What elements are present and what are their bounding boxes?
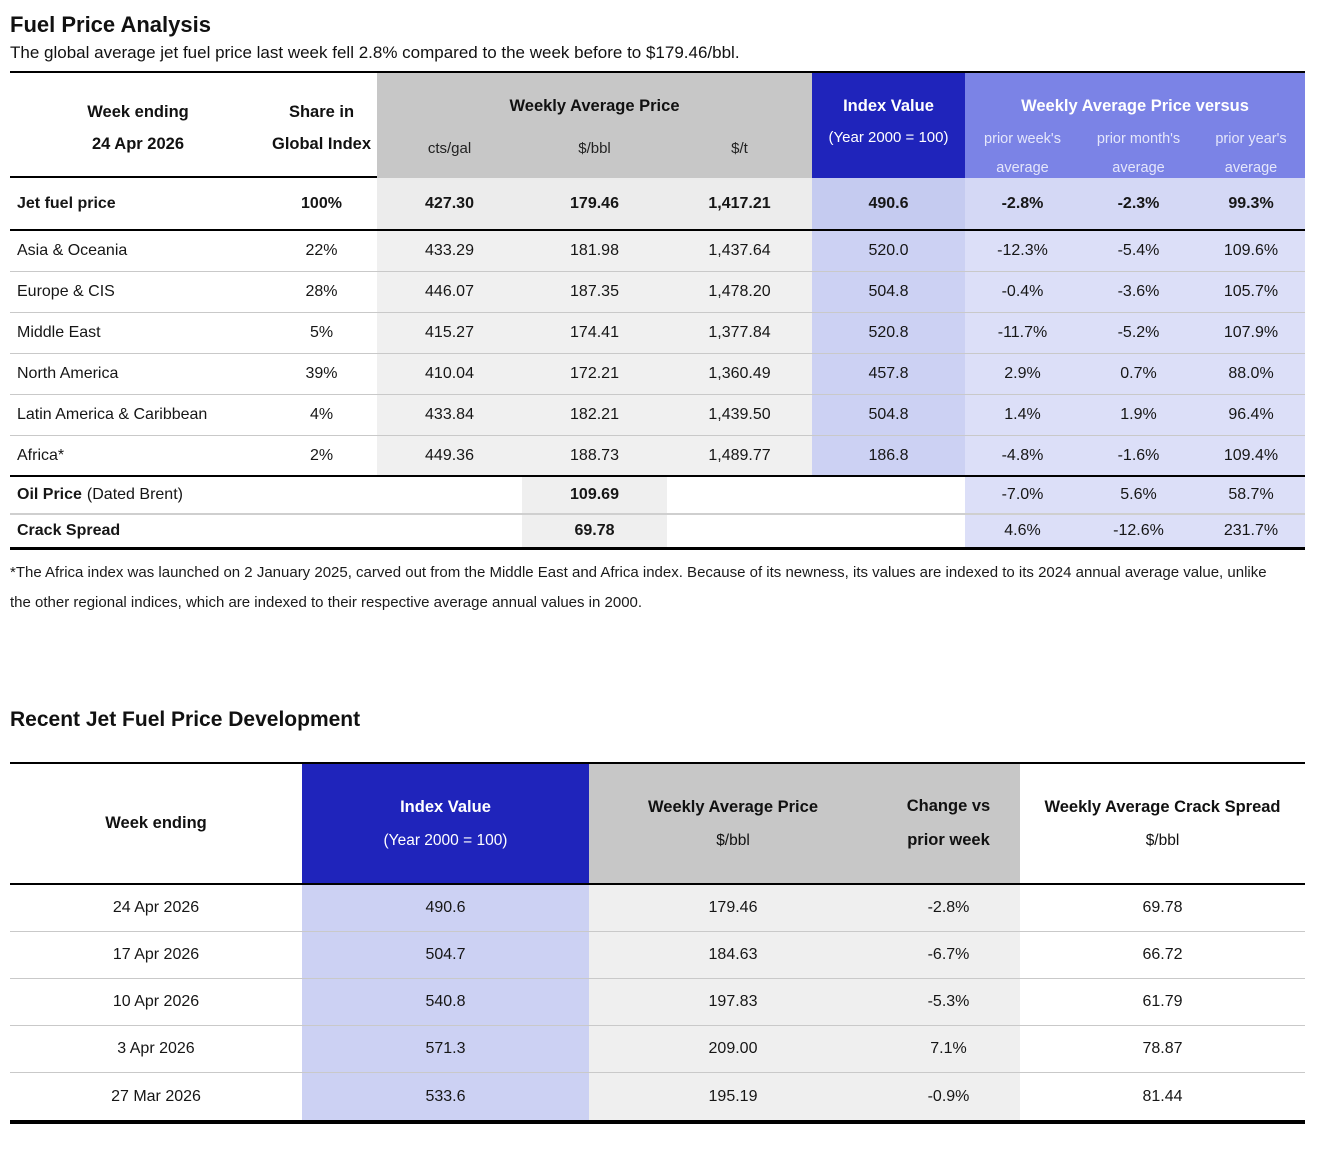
vs-prior-month-label: prior month's average — [1096, 131, 1181, 176]
crack-unit-label: $/bbl — [1145, 831, 1180, 849]
table-row-asia-oceania — [10, 231, 1305, 272]
cts-gal-cell: 427.30 — [377, 178, 522, 229]
price-cell: 197.83 — [589, 979, 877, 1025]
index-cell: 457.8 — [812, 354, 965, 394]
col-week-ending — [10, 764, 302, 883]
index-cell: 504.8 — [812, 395, 965, 435]
usd-t-cell: 1,417.21 — [667, 178, 812, 229]
crack-cell: 78.87 — [1142, 1040, 1183, 1057]
usd-bbl-cell: 181.98 — [522, 231, 667, 271]
usd-bbl-cell: 69.78 — [522, 515, 667, 547]
recent-price-table-header — [10, 764, 1305, 885]
usd-bbl-cell: 109.69 — [522, 477, 667, 513]
vs-week-cell: -2.8% — [965, 178, 1080, 229]
table-row-week-4 — [10, 1073, 1305, 1120]
table-row-week-0 — [10, 885, 1305, 932]
index-value-label: Index Value — [400, 797, 491, 816]
col-group-price-versus — [965, 73, 1305, 183]
index-cell: 504.8 — [812, 272, 965, 312]
vs-week-cell: -7.0% — [965, 477, 1080, 513]
price-cell: 209.00 — [589, 1026, 877, 1072]
vs-week-cell: 1.4% — [965, 395, 1080, 435]
empty-cell — [377, 515, 522, 547]
table-row-north-america — [10, 354, 1305, 395]
vs-week-cell: -0.4% — [965, 272, 1080, 312]
prior-week-label: prior week — [907, 831, 990, 849]
index-value-base-note: (Year 2000 = 100) — [383, 831, 508, 849]
share-cell: 28% — [305, 283, 338, 300]
share-cell: 4% — [309, 406, 334, 423]
recent-price-table — [10, 762, 1305, 1124]
change-cell: -5.3% — [877, 979, 1020, 1025]
usd-bbl-cell: 179.46 — [522, 178, 667, 229]
index-value-label: Index Value — [843, 97, 934, 115]
empty-cell — [377, 477, 522, 513]
date-cell: 10 Apr 2026 — [112, 993, 200, 1010]
vs-year-cell: 107.9% — [1197, 313, 1305, 353]
cts-gal-cell: 410.04 — [377, 354, 522, 394]
table-row-latin-america-caribbean — [10, 395, 1305, 436]
index-cell: 504.7 — [302, 932, 589, 978]
vs-year-cell: 109.4% — [1197, 436, 1305, 475]
change-cell: -6.7% — [877, 932, 1020, 978]
usd-bbl-cell: 182.21 — [522, 395, 667, 435]
empty-cell — [667, 515, 812, 547]
vs-week-cell: -11.7% — [965, 313, 1080, 353]
vs-week-cell: 2.9% — [965, 354, 1080, 394]
vs-year-cell: 58.7% — [1197, 477, 1305, 513]
usd-t-cell: 1,489.77 — [667, 436, 812, 475]
change-cell: 7.1% — [877, 1026, 1020, 1072]
index-cell: 490.6 — [302, 885, 589, 931]
fuel-price-table-header — [10, 73, 1305, 178]
vs-week-cell: 4.6% — [965, 515, 1080, 547]
page-title: Fuel Price Analysis — [10, 12, 211, 37]
vs-year-cell: 109.6% — [1197, 231, 1305, 271]
date-cell: 3 Apr 2026 — [117, 1040, 195, 1057]
vs-week-cell: -4.8% — [965, 436, 1080, 475]
vs-month-cell: 1.9% — [1080, 395, 1197, 435]
share-cell: 22% — [305, 242, 338, 259]
empty-cell — [812, 515, 965, 547]
vs-month-cell: -3.6% — [1080, 272, 1197, 312]
vs-month-cell: 5.6% — [1080, 477, 1197, 513]
share-cell: 39% — [305, 365, 338, 382]
weekly-average-price-label: Weekly Average Price — [509, 97, 680, 115]
vs-prior-year-label: prior year's average — [1215, 131, 1287, 176]
col-group-weekly-average-price — [377, 73, 812, 183]
index-cell: 533.6 — [302, 1073, 589, 1120]
cts-gal-cell: 433.29 — [377, 231, 522, 271]
unit-usd-t: $/t — [731, 140, 748, 157]
index-value-base-note: (Year 2000 = 100) — [828, 129, 949, 146]
usd-t-cell: 1,437.64 — [667, 231, 812, 271]
index-cell: 520.8 — [812, 313, 965, 353]
change-vs-label: Change vs — [906, 797, 991, 815]
price-cell: 195.19 — [589, 1073, 877, 1120]
table-row-week-3 — [10, 1026, 1305, 1073]
fuel-price-table — [10, 71, 1305, 550]
table-row-europe-cis — [10, 272, 1305, 313]
cts-gal-cell: 433.84 — [377, 395, 522, 435]
vs-month-cell: 0.7% — [1080, 354, 1197, 394]
col-change-vs-prior-week — [877, 764, 1020, 883]
col-week-ending — [10, 73, 266, 183]
table-row-oil-price — [10, 477, 1305, 515]
col-share-in-global-index — [266, 73, 377, 183]
row-label: Europe & CIS — [17, 283, 115, 300]
row-label: Latin America & Caribbean — [17, 406, 208, 423]
row-label: Middle East — [17, 324, 101, 341]
week-ending-label: Week ending — [105, 814, 207, 832]
index-cell: 571.3 — [302, 1026, 589, 1072]
date-cell: 24 Apr 2026 — [112, 899, 200, 916]
row-label — [10, 515, 377, 547]
cts-gal-cell: 415.27 — [377, 313, 522, 353]
usd-t-cell: 1,377.84 — [667, 313, 812, 353]
index-cell: 490.6 — [812, 178, 965, 229]
change-cell: -2.8% — [877, 885, 1020, 931]
row-label: Asia & Oceania — [17, 242, 128, 259]
weekly-average-price-label: Weekly Average Price — [648, 797, 818, 816]
share-label-line1: Share in — [288, 102, 355, 121]
price-cell: 184.63 — [589, 932, 877, 978]
week-ending-date: 24 Apr 2026 — [91, 134, 185, 153]
table-row-africa — [10, 436, 1305, 477]
vs-month-cell: -1.6% — [1080, 436, 1197, 475]
col-weekly-average-crack-spread — [1020, 764, 1305, 883]
price-unit-label: $/bbl — [716, 831, 750, 849]
vs-prior-week-label: prior week's average — [984, 131, 1061, 176]
row-label: Jet fuel price — [17, 194, 116, 212]
week-ending-label: Week ending — [87, 102, 189, 121]
vs-month-cell: -2.3% — [1080, 178, 1197, 229]
oil-price-note: (Dated Brent) — [86, 486, 183, 503]
crack-cell: 81.44 — [1142, 1087, 1183, 1105]
vs-week-cell: -12.3% — [965, 231, 1080, 271]
col-index-value — [812, 73, 965, 183]
change-cell: -0.9% — [877, 1073, 1020, 1120]
col-weekly-average-price — [589, 764, 877, 883]
index-cell: 540.8 — [302, 979, 589, 1025]
share-cell: 2% — [309, 446, 334, 464]
crack-cell: 61.79 — [1142, 993, 1183, 1010]
col-index-value — [302, 764, 589, 883]
row-label — [10, 477, 377, 513]
section-title-recent-development: Recent Jet Fuel Price Development — [10, 708, 361, 731]
table-row-crack-spread — [10, 515, 1305, 550]
price-versus-label: Weekly Average Price versus — [1021, 97, 1249, 115]
share-cell: 5% — [309, 324, 334, 341]
crack-spread-label: Weekly Average Crack Spread — [1044, 797, 1281, 816]
row-label: North America — [17, 365, 119, 382]
empty-cell — [812, 477, 965, 513]
table-bottom-double-rule — [10, 1120, 1305, 1124]
usd-bbl-cell: 172.21 — [522, 354, 667, 394]
table-row-week-1 — [10, 932, 1305, 979]
page-subtitle: The global average jet fuel price last week fell 2.8% compared to the week before to $179.46/bbl. — [10, 43, 740, 62]
empty-cell — [667, 477, 812, 513]
table-row-jet-fuel-price — [10, 178, 1305, 231]
usd-t-cell: 1,439.50 — [667, 395, 812, 435]
date-cell: 27 Mar 2026 — [111, 1087, 201, 1105]
index-cell: 520.0 — [812, 231, 965, 271]
africa-footnote: *The Africa index was launched on 2 January 2025, carved out from the Middle East and Africa index. Because of its newness, its values are indexed to its 2024 annual average value, unlike the other regional indices, which are indexed to their respective average annual values in 2000. — [10, 564, 1267, 611]
price-cell: 179.46 — [589, 885, 877, 931]
table-row-week-2 — [10, 979, 1305, 1026]
share-cell: 100% — [301, 194, 342, 212]
crack-cell: 66.72 — [1142, 946, 1183, 963]
usd-t-cell: 1,360.49 — [667, 354, 812, 394]
usd-bbl-cell: 188.73 — [522, 436, 667, 475]
date-cell: 17 Apr 2026 — [112, 946, 200, 963]
table-row-middle-east — [10, 313, 1305, 354]
crack-cell: 69.78 — [1142, 899, 1183, 916]
unit-usd-bbl: $/bbl — [578, 140, 611, 157]
price-unit-labels — [377, 140, 812, 157]
index-cell: 186.8 — [812, 436, 965, 475]
vs-year-cell: 231.7% — [1197, 515, 1305, 547]
vs-year-cell: 96.4% — [1197, 395, 1305, 435]
cts-gal-cell: 449.36 — [377, 436, 522, 475]
usd-bbl-cell: 174.41 — [522, 313, 667, 353]
cts-gal-cell: 446.07 — [377, 272, 522, 312]
vs-month-cell: -5.4% — [1080, 231, 1197, 271]
crack-spread-label: Crack Spread — [17, 522, 121, 539]
vs-month-cell: -5.2% — [1080, 313, 1197, 353]
oil-price-label: Oil Price — [17, 486, 82, 503]
row-label: Africa* — [17, 446, 65, 464]
usd-t-cell: 1,478.20 — [667, 272, 812, 312]
vs-year-cell: 88.0% — [1197, 354, 1305, 394]
vs-year-cell: 99.3% — [1197, 178, 1305, 229]
vs-month-cell: -12.6% — [1080, 515, 1197, 547]
vs-year-cell: 105.7% — [1197, 272, 1305, 312]
usd-bbl-cell: 187.35 — [522, 272, 667, 312]
share-label-line2: Global Index — [271, 134, 372, 153]
price-versus-sublabels — [965, 125, 1305, 183]
unit-cts-gal: cts/gal — [427, 140, 472, 157]
